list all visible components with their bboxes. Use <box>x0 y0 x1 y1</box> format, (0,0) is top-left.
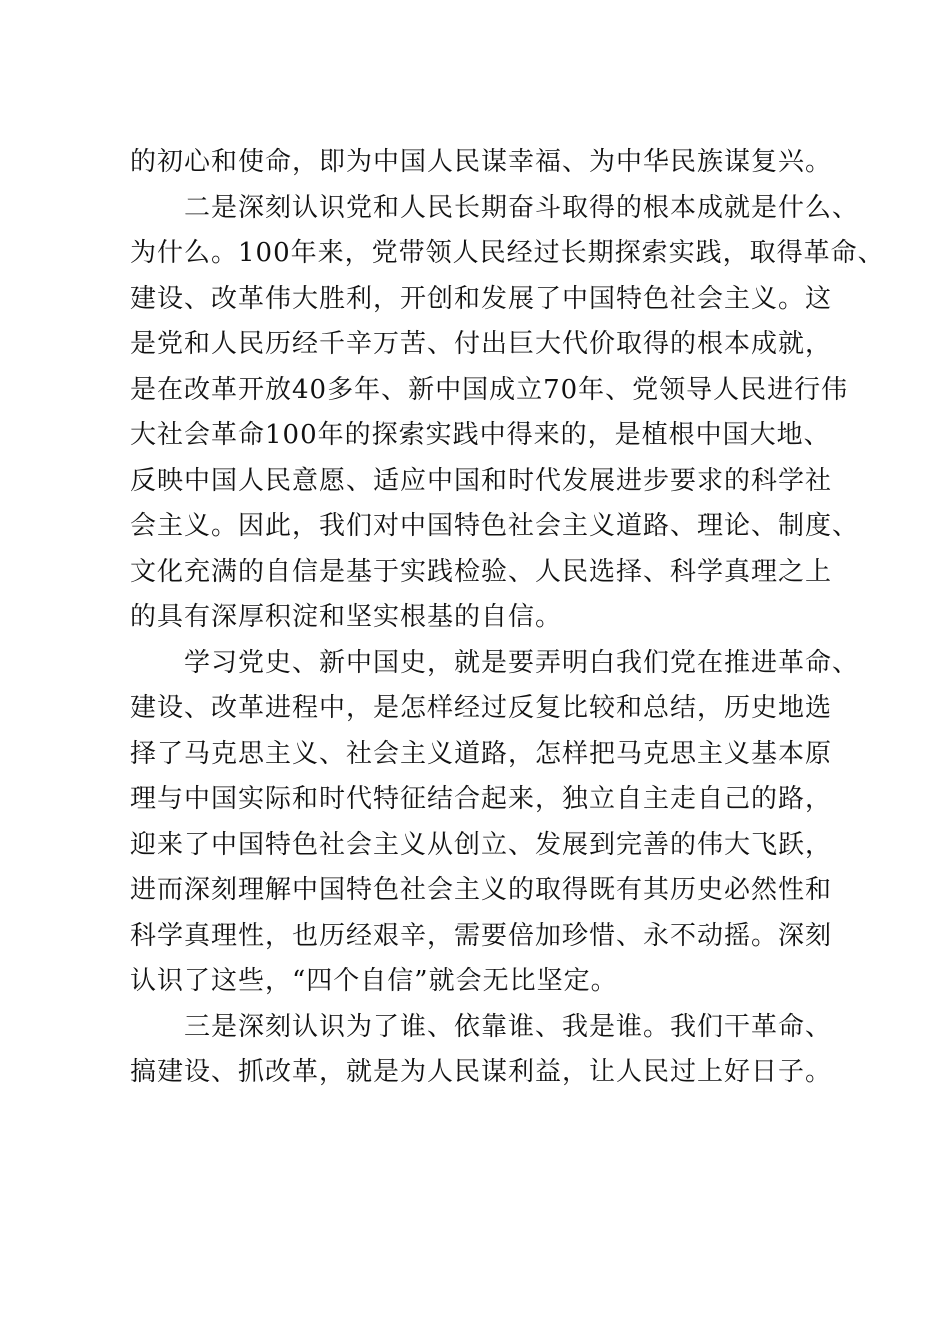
text-line: 是在改革开放40多年、新中国成立70年、党领导人民进行伟 <box>130 374 849 405</box>
text-line: 为什么。100年来，党带领人民经过长期探索实践，取得革命、 <box>130 238 885 268</box>
text-line: 三是深刻认识为了谁、依靠谁、我是谁。我们干革命、 <box>130 1011 833 1042</box>
text-line: 二是深刻认识党和人民长期奋斗取得的根本成就是什么、 <box>130 192 860 223</box>
text-line: 进而深刻理解中国特色社会主义的取得既有其历史必然性和 <box>130 875 833 905</box>
text-line: 的初心和使命，即为中国人民谋幸福、为中华民族谋复兴。 <box>130 147 833 177</box>
text-line: 的具有深厚积淀和坚实根基的自信。 <box>130 602 563 632</box>
body-text <box>130 140 885 1096</box>
text-line: 迎来了中国特色社会主义从创立、发展到完善的伟大飞跃， <box>130 829 833 860</box>
text-line: 认识了这些，“四个自信”就会无比坚定。 <box>130 966 618 996</box>
text-line: 搞建设、抓改革，就是为人民谋利益，让人民过上好日子。 <box>130 1057 833 1087</box>
text-line: 学习党史、新中国史，就是要弄明白我们党在推进革命、 <box>130 647 860 678</box>
text-line: 反映中国人民意愿、适应中国和时代发展进步要求的科学社 <box>130 465 833 496</box>
text-line: 建设、改革进程中，是怎样经过反复比较和总结，历史地选 <box>130 693 833 723</box>
text-line: 是党和人民历经千辛万苦、付出巨大代价取得的根本成就， <box>130 329 833 359</box>
text-line: 择了马克思主义、社会主义道路，怎样把马克思主义基本原 <box>130 738 833 769</box>
text-line: 科学真理性，也历经艰辛，需要倍加珍惜、永不动摇。深刻 <box>130 920 833 951</box>
text-line: 建设、改革伟大胜利，开创和发展了中国特色社会主义。这 <box>130 283 833 314</box>
text-line: 会主义。因此，我们对中国特色社会主义道路、理论、制度、 <box>130 511 860 541</box>
text-line: 文化充满的自信是基于实践检验、人民选择、科学真理之上 <box>130 556 833 587</box>
text-line: 大社会革命100年的探索实践中得来的，是植根中国大地、 <box>130 420 831 450</box>
text-line: 理与中国实际和时代特征结合起来，独立自主走自己的路， <box>130 784 833 814</box>
